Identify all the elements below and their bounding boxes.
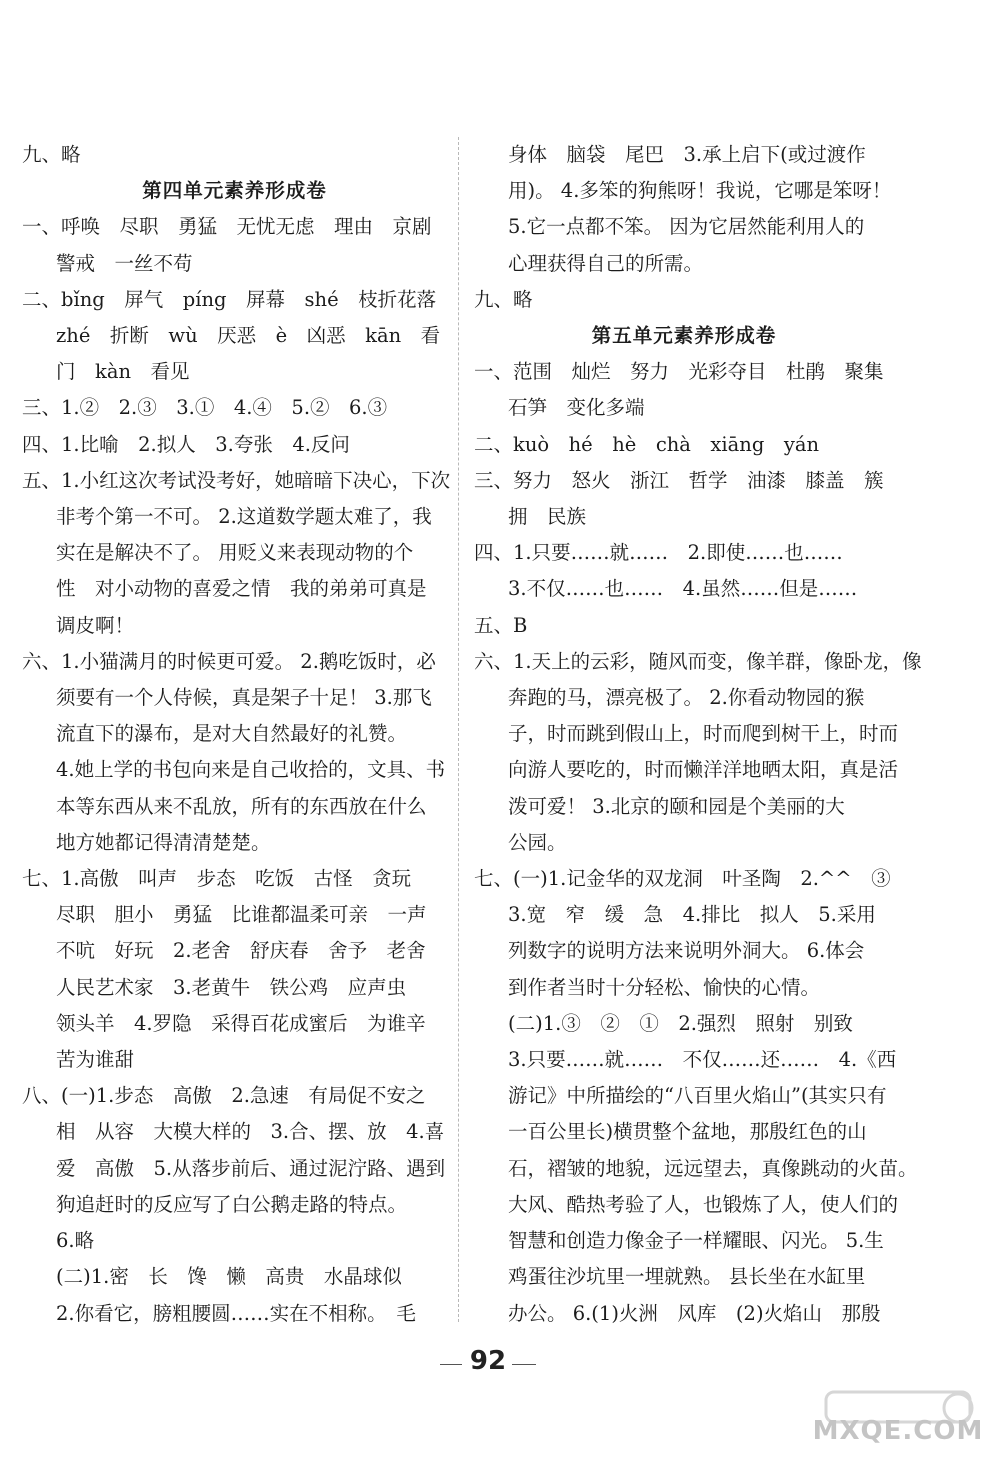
answer-line: 苦为谁甜 <box>56 1048 135 1072</box>
section-heading: 第四单元素养形成卷 <box>142 179 327 203</box>
answer-line: 地方她都记得清清楚楚。 <box>56 830 271 854</box>
answer-line: 非考个第一不可。 2.这道数学题太难了，我 <box>56 505 432 529</box>
footer-rule-left <box>440 1364 462 1365</box>
answer-line: 领头羊 4.罗隐 采得百花成蜜后 为谁辛 <box>56 1011 426 1035</box>
answer-line: 奔跑的马，漂亮极了。 2.你看动物园的猴 <box>508 686 865 710</box>
answer-line: 七、1.高傲 叫声 步态 吃饭 古怪 贪玩 <box>22 867 412 891</box>
answer-line: 石笋 变化多端 <box>508 396 645 420</box>
answer-line: 狗追赶时的反应写了白公鹅走路的特点。 <box>56 1192 408 1216</box>
answer-line: 二、bǐng 屏气 píng 屏幕 shé 枝折花落 <box>22 287 437 311</box>
answer-line: 四、1.比喻 2.拟人 3.夸张 4.反问 <box>22 432 350 456</box>
answer-line: 流直下的瀑布，是对大自然最好的礼赞。 <box>56 722 408 746</box>
site-watermark <box>808 1388 988 1464</box>
answer-line: 泼可爱！ 3.北京的颐和园是个美丽的大 <box>508 794 845 818</box>
answer-line: 爱 高傲 5.从落步前后、通过泥泞路、遇到 <box>56 1156 446 1180</box>
answer-line: 三、努力 怒火 浙江 哲学 油漆 膝盖 簇 <box>474 468 884 492</box>
answer-line: 向游人要吃的，时而懒洋洋地晒太阳，真是活 <box>508 758 899 782</box>
answer-line: 到作者当时十分轻松、愉快的心情。 <box>508 975 821 999</box>
answer-line: 3.只要……就…… 不仅……还…… 4.《西 <box>508 1048 897 1072</box>
answer-line: 列数字的说明方法来说明外洞大。 6.体会 <box>508 939 865 963</box>
section-heading: 第五单元素养形成卷 <box>591 324 777 348</box>
answer-line: 智慧和创造力像金子一样耀眼、闪光。 5.生 <box>508 1229 884 1253</box>
answer-line: 调皮啊！ <box>56 613 135 637</box>
answer-line: 3.不仅……也…… 4.虽然……但是…… <box>508 577 858 601</box>
answer-line: 九、略 <box>474 287 533 311</box>
right-column <box>474 137 922 1332</box>
left-column <box>22 137 451 1332</box>
answer-line: 子，时而跳到假山上，时而爬到树干上，时而 <box>508 722 899 746</box>
answer-line: 大风、酷热考验了人，也锻炼了人，使人们的 <box>508 1192 899 1216</box>
answer-line: 五、B <box>474 613 528 637</box>
answer-line: (二)1.密 长 馋 懒 高贵 水晶球似 <box>56 1265 402 1289</box>
answer-line: 七、(一)1.记金华的双龙洞 叶圣陶 2.^^ ③ <box>474 867 891 891</box>
answer-line: 实在是解决不了。 用贬义来表现动物的个 <box>56 541 414 565</box>
answer-line: 6.略 <box>56 1229 95 1253</box>
answer-line: 石，褶皱的地貌，远远望去，真像跳动的火苗。 <box>508 1156 918 1180</box>
answer-line: zhé 折断 wù 厌恶 è 凶恶 kān 看 <box>56 324 441 348</box>
answer-line: 3.宽 窄 缓 急 4.排比 拟人 5.采用 <box>508 903 876 927</box>
answer-line: 游记》中所描绘的“八百里火焰山”(其实只有 <box>508 1084 887 1108</box>
answer-line: 八、(一)1.步态 高傲 2.急速 有局促不安之 <box>22 1084 426 1108</box>
watermark-text: MXQE.COM <box>812 1416 984 1446</box>
answer-line: 身体 脑袋 尾巴 3.承上启下(或过渡作 <box>508 143 866 166</box>
answer-line: 三、1.② 2.③ 3.① 4.④ 5.② 6.③ <box>22 396 388 420</box>
answer-line: 5.它一点都不笨。 因为它居然能利用人的 <box>508 215 865 239</box>
answer-line: 本等东西从来不乱放，所有的东西放在什么 <box>56 794 427 818</box>
answer-line: 警戒 一丝不苟 <box>56 251 193 275</box>
answer-line: 性 对小动物的喜爱之情 我的弟弟可真是 <box>56 577 427 601</box>
answer-line: 公园。 <box>508 830 567 854</box>
answer-line: 门 kàn 看见 <box>56 360 190 384</box>
answer-line: 四、1.只要……就…… 2.即使……也…… <box>474 541 843 565</box>
answer-line: 一百公里长)横贯整个盆地，那殷红色的山 <box>508 1120 867 1144</box>
answer-line: 拥 民族 <box>508 505 587 529</box>
footer-rule-right <box>512 1364 536 1365</box>
answer-line: 尽职 胆小 勇猛 比谁都温柔可亲 一声 <box>56 903 427 927</box>
answer-line: 不吭 好玩 2.老舍 舒庆春 舍予 老舍 <box>56 939 426 963</box>
answer-line: 用)。 4.多笨的狗熊呀！我说，它哪是笨呀！ <box>508 179 892 203</box>
answer-line: 六、1.小猫满月的时候更可爱。 2.鹅吃饭时，必 <box>22 649 436 673</box>
answer-line: 一、呼唤 尽职 勇猛 无忧无虑 理由 京剧 <box>22 215 432 239</box>
answer-line: 4.她上学的书包向来是自己收拾的，文具、书 <box>56 758 446 782</box>
answer-line: (二)1.③ ② ① 2.强烈 照射 别致 <box>508 1011 853 1035</box>
answer-line: 2.你看它，膀粗腰圆……实在不相称。 毛 <box>56 1301 416 1325</box>
answer-line: 九、略 <box>22 143 81 166</box>
answer-line: 六、1.天上的云彩，随风而变，像羊群，像卧龙，像 <box>474 649 922 673</box>
answer-line: 须要有一个人侍候，真是架子十足！ 3.那飞 <box>56 686 432 710</box>
answer-line: 二、kuò hé hè chà xiāng yán <box>474 432 820 456</box>
page-number: 92 <box>469 1346 507 1376</box>
answer-line: 相 从容 大模大样的 3.合、摆、放 4.喜 <box>56 1120 445 1144</box>
answer-line: 一、范围 灿烂 努力 光彩夺目 杜鹃 聚集 <box>474 360 884 384</box>
answer-line: 人民艺术家 3.老黄牛 铁公鸡 应声虫 <box>56 975 407 999</box>
column-divider <box>458 137 459 1322</box>
answer-line: 心理获得自己的所需。 <box>508 251 704 275</box>
answer-line: 鸡蛋往沙坑里一埋就熟。 县长坐在水缸里 <box>508 1265 866 1289</box>
answer-line: 办公。 6.(1)火洲 风库 (2)火焰山 那殷 <box>508 1301 881 1325</box>
answer-line: 五、1.小红这次考试没考好，她暗暗下决心，下次 <box>22 468 451 492</box>
